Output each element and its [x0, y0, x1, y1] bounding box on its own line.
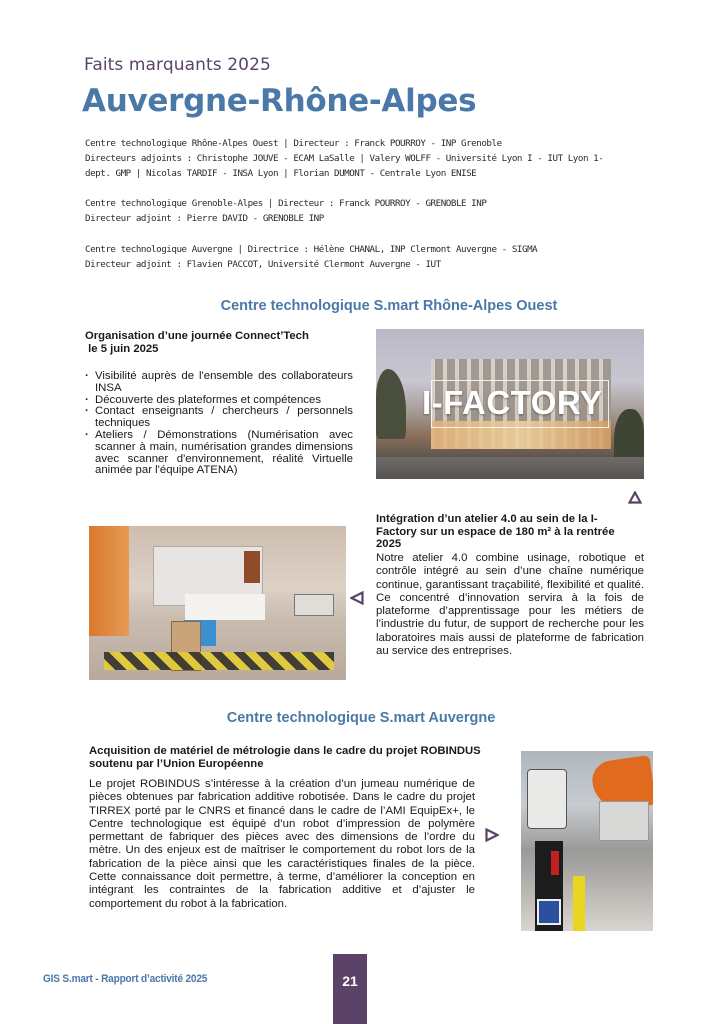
directors-line: Directeurs adjoints : Christophe JOUVE - ECAM LaSalle | Valery WOLFF - Université Lyon I - IUT Lyon 1- [85, 153, 604, 164]
photo-door [244, 551, 260, 583]
photo-tree [376, 369, 406, 439]
article-body-atelier: Notre atelier 4.0 combine usinage, robotique et contrôle intégré au sein d’une chaîne numérique continue, garantissant traçabilité, flexibilité et qualité. Ce concentré d’innovation servira à la fois de plateforme d’apprentissage pour les métiers de l’industrie du futur, de support de recherche pour les laboratoires mais aussi de plateforme de fabrication au service des entreprises. [376, 552, 644, 658]
ifactory-photo [376, 329, 644, 479]
photo-hazard-tape [104, 652, 334, 670]
directors-block-grenoble-alpes [85, 196, 615, 226]
directors-block-auvergne [85, 242, 615, 272]
directors-line: Centre technologique Rhône-Alpes Ouest | Directeur : Franck POURROY - INP Grenoble [85, 138, 502, 149]
directors-line: Centre technologique Auvergne | Directrice : Hélène CHANAL, INP Clermont Auvergne - SIGMA [85, 244, 538, 255]
photo-red-strap [551, 851, 559, 875]
page-title: Auvergne-Rhône-Alpes [82, 83, 477, 119]
directors-line: Directeur adjoint : Pierre DAVID - GRENOBLE INP [85, 213, 324, 224]
article-heading-atelier: Intégration d’un atelier 4.0 au sein de la I-Factory sur un espace de 180 m² à la rentrée 2025 [376, 513, 615, 550]
atelier-rendering-photo [89, 526, 346, 680]
bullet-item: · Visibilité auprès de l'ensemble des collaborateurs INSA [85, 371, 353, 395]
directors-line: dept. GMP | Nicolas TARDIF - INSA Lyon | Florian DUMONT - Centrale Lyon ENISE [85, 168, 477, 179]
directors-line: Centre technologique Grenoble-Alpes | Directeur : Franck POURROY - GRENOBLE INP [85, 198, 487, 209]
bullet-item: · Ateliers / Démonstrations (Numérisation avec scanner à main, numérisation grandes dimensions avec scanner d'environnement, réalité Virtuelle animée par l'équipe ATENA) [85, 430, 353, 477]
photo-table [185, 594, 265, 620]
photo-eu-sticker [537, 899, 561, 925]
photo-wall [89, 526, 129, 636]
section-title-rhone-alpes-ouest: Centre technologique S.mart Rhône-Alpes Ouest [220, 298, 558, 314]
photo-laser-tracker [527, 769, 567, 829]
page-kicker: Faits marquants 2025 [84, 55, 271, 75]
bullet-item: · Contact enseignants / chercheurs / personnels techniques [85, 406, 353, 430]
ifactory-overlay-text: I-FACTORY [422, 384, 603, 421]
photo-yellow-post [573, 876, 585, 931]
bullet-item: · Découverte des plateformes et compétences [85, 395, 353, 407]
metrology-photo [521, 751, 653, 931]
photo-machine [599, 801, 649, 841]
connecttech-bullet-list [85, 371, 353, 477]
photo-street [376, 457, 644, 479]
heading-line: Organisation d’une journée Connect’Tech [85, 330, 309, 342]
article-body-robindus: Le projet ROBINDUS s’intéresse à la création d’un jumeau numérique de pièces obtenues par fabrication additive robotisée. Dans le cadre du projet TIRREX porté par le CNRS et financé dans le cadre de l’AMI EquipEx+, le Centre technologique est équipé d’un robot d’impression de polymère permettant de fabriquer des pièces avec des dimensions de l’ordre du mètre. Un des enjeux est de maîtriser le comportement du robot lors de la fabrication de la pièce ainsi que les caractéristiques finales de la pièce. Cette connaissance doit permettre, à terme, d’améliorer la conception en intégrant les contraintes de la fabrication additive et d’ajuster le comportement du robot à la fabrication. [89, 778, 475, 910]
directors-line: Directeur adjoint : Flavien PACCOT, Université Clermont Auvergne - IUT [85, 259, 441, 270]
heading-line: le 5 juin 2025 [85, 342, 159, 355]
article-heading-robindus: Acquisition de matériel de métrologie dans le cadre du projet ROBINDUS soutenu par l’Union Européenne [89, 745, 481, 770]
page-number: 21 [342, 973, 358, 989]
directors-block-rhone-alpes-ouest [85, 136, 615, 181]
photo-desk [294, 594, 334, 616]
section-title-auvergne: Centre technologique S.mart Auvergne [226, 710, 496, 726]
footer-report-title: GIS S.mart - Rapport d’activité 2025 [43, 973, 208, 985]
article-heading-connecttech [85, 330, 345, 355]
page-number-tab [333, 954, 367, 1024]
